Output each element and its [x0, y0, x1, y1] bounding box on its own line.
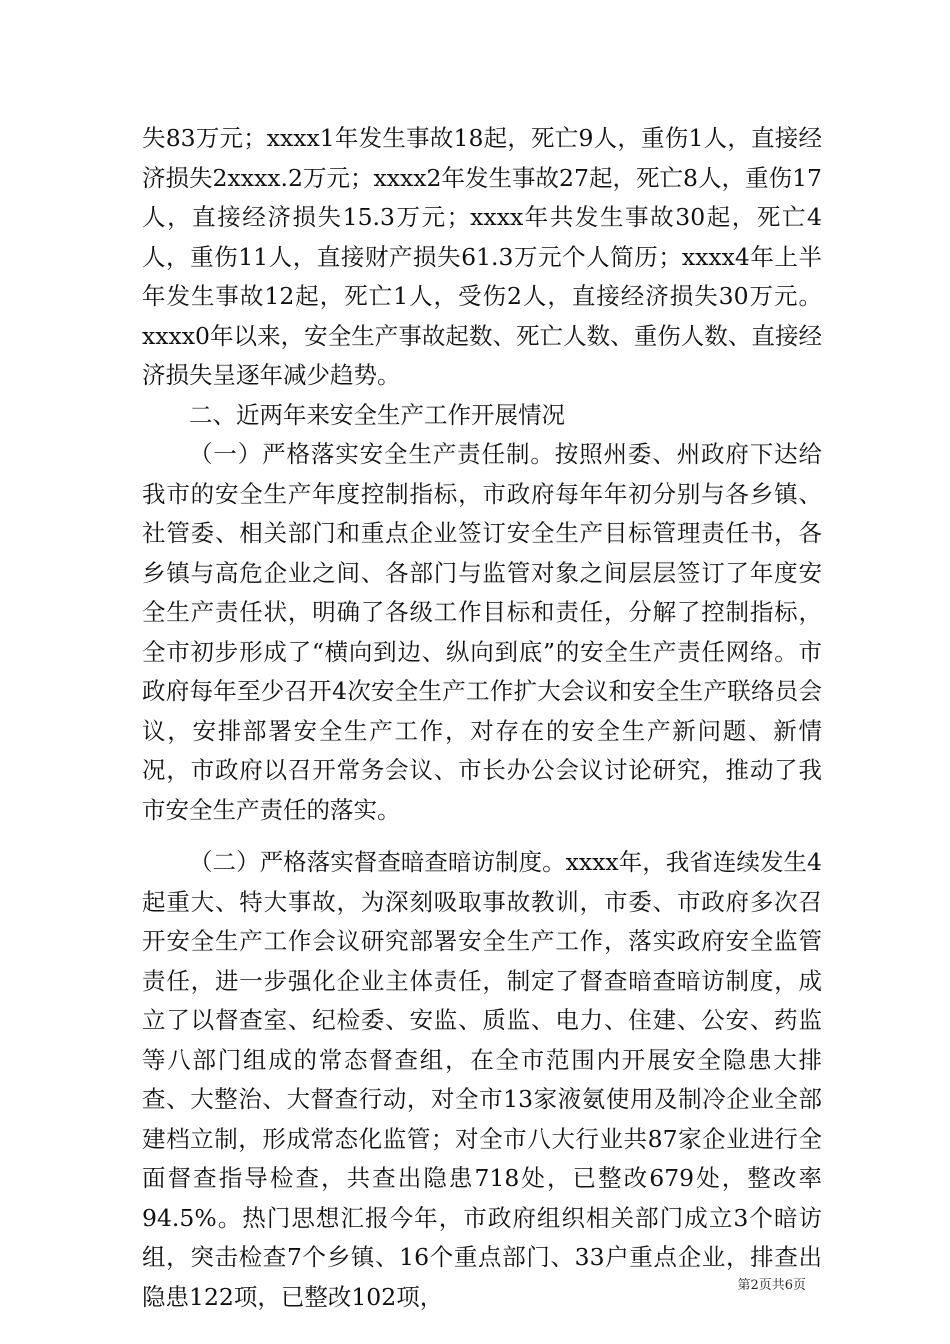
paragraph-inspection-system: （二）严格落实督查暗查暗访制度。xxxx年，我省连续发生4起重大、特大事故，为深刻吸取事故教训，市委、市政府多次召开安全生产工作会议研究部署安全生产工作，落实政府安全监管责任，进一步强化企业主体责任，制定了督查暗查暗访制度，成立了以督查室、纪检委、安监、质监、电力、住建、公安、药监等八部门组成的常态督查组，在全市范围内开展安全隐患大排查、大整治、大督查行动，对全市13家液氨使用及制冷企业全部建档立制，形成常态化监管；对全市八大行业共87家企业进行全面督查指导检查，共查出隐患718处，已整改679处，整改率94.5%。热门思想汇报今年，市政府组织相关部门成立3个暗访组，突击检查7个乡镇、16个重点部门、33户重点企业，排查出隐患122项，已整改102项， — [142, 848, 822, 1311]
page-number-footer: 第2页共6页 — [737, 1278, 806, 1293]
paragraph-accident-statistics: 失83万元；xxxx1年发生事故18起，死亡9人，重伤1人，直接经济损失2xxxx.2万元；xxxx2年发生事故27起，死亡8人，重伤17人，直接经济损失15.3万元；xxxx年共发生事故30起，死亡4人，重伤11人，直接财产损失61.3万元个人简历；xxxx4年上半年发生事故12起，死亡1人，受伤2人，直接经济损失30万元。xxxx0年以来，安全生产事故起数、死亡人数、重伤人数、直接经济损失呈逐年减少趋势。 — [142, 124, 822, 389]
paragraph-responsibility-system: （一）严格落实安全生产责任制。按照州委、州政府下达给我市的安全生产年度控制指标，市政府每年年初分别与各乡镇、社管委、相关部门和重点企业签订安全生产目标管理责任书，各乡镇与高危企业之间、各部门与监管对象之间层层签订了年度安全生产责任状，明确了各级工作目标和责任，分解了控制指标，全市初步形成了“横向到边、纵向到底”的安全生产责任网络。市政府每年至少召开4次安全生产工作扩大会议和安全生产联络员会议，安排部署安全生产工作，对存在的安全生产新问题、新情况，市政府以召开常务会议、市长办公会议讨论研究，推动了我市安全生产责任的落实。 — [142, 440, 822, 824]
document-body — [142, 119, 822, 1317]
section-heading-work-progress: 二、近两年来安全生产工作开展情况 — [189, 400, 565, 429]
